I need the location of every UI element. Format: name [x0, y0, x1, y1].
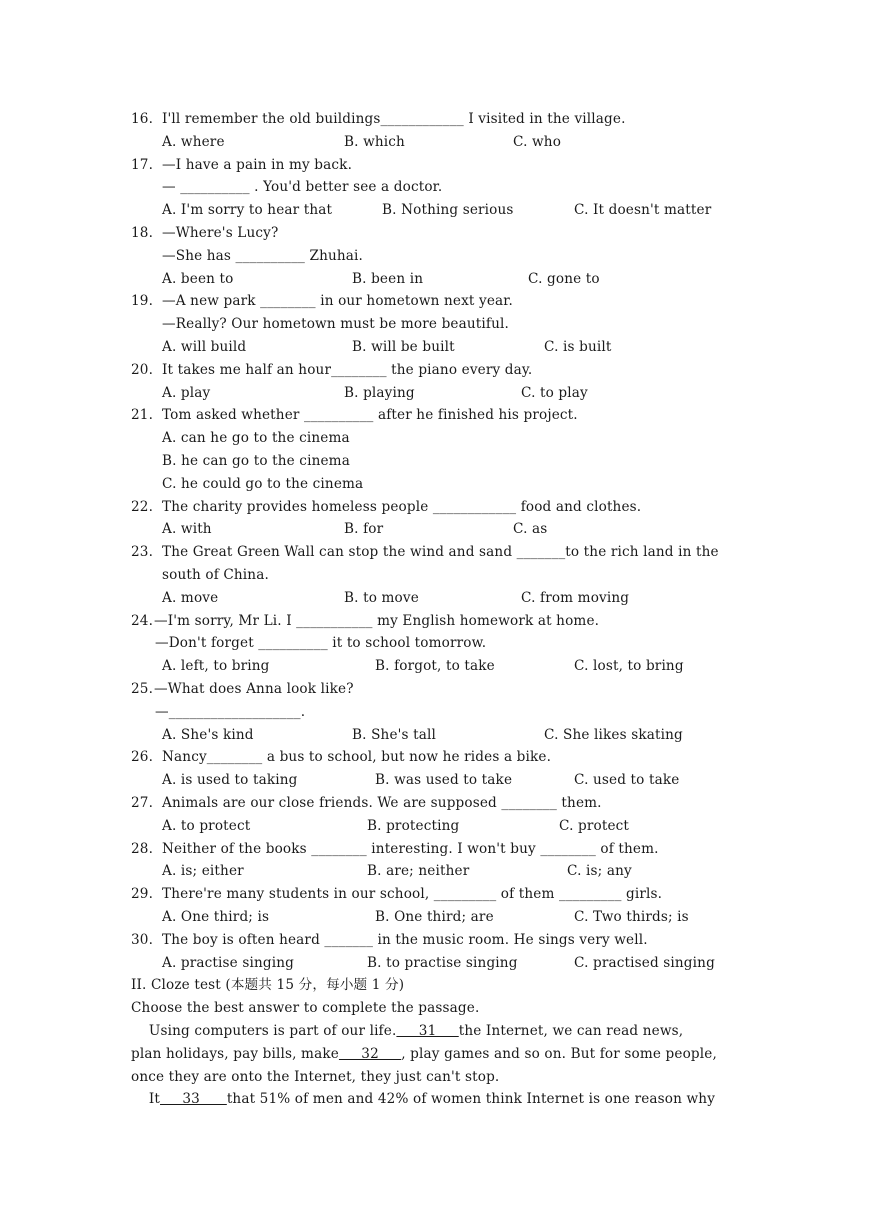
question-line: C. he could go to the cinema	[162, 475, 364, 492]
section-heading: II. Cloze test (本题共 15 分，每小题 1 分)	[131, 977, 405, 994]
answer-option[interactable]: B. She's tall	[352, 726, 436, 743]
question-line: — __________ . You'd better see a doctor.	[162, 179, 443, 196]
answer-option[interactable]: B. playing	[344, 384, 415, 401]
question-stem: I'll remember the old buildings____________ I visited in the village.	[162, 111, 626, 127]
question-stem: —What does Anna look like?	[154, 681, 354, 697]
question-number: 24.	[131, 612, 154, 629]
question-line: —___________________.	[155, 703, 306, 720]
answer-option[interactable]: A. She's kind	[162, 726, 254, 743]
question-number: 28.	[131, 840, 154, 857]
answer-option[interactable]: C. as	[513, 521, 548, 538]
answer-option[interactable]: B. which	[344, 133, 405, 150]
answer-option[interactable]: B. for	[344, 521, 384, 538]
question-number: 20.	[131, 361, 154, 378]
question-number: 30.	[131, 931, 154, 948]
question-stem: The boy is often heard _______ in the music room. He sings very well.	[162, 931, 648, 948]
question-number: 23.	[131, 544, 154, 561]
question-stem: Animals are our close friends. We are supposed ________ them.	[162, 795, 602, 811]
question-number: 25.	[131, 681, 154, 697]
question-stem: Nancy________ a bus to school, but now he rides a bike.	[162, 749, 552, 766]
answer-option[interactable]: B. was used to take	[375, 772, 513, 789]
question-stem: It takes me half an hour________ the piano every day.	[162, 361, 533, 378]
question-line: south of China.	[162, 567, 269, 583]
answer-option[interactable]: A. is; either	[162, 863, 244, 880]
question-stem: —Where's Lucy?	[162, 225, 279, 241]
question-number: 29.	[131, 886, 154, 903]
question-stem: —I have a pain in my back.	[162, 156, 353, 173]
cloze-blank-32[interactable]: 32	[338, 1045, 402, 1062]
question-number: 16.	[131, 111, 154, 127]
answer-option[interactable]: A. will build	[162, 339, 247, 355]
question-stem: —I'm sorry, Mr Li. I ___________ my English homework at home.	[154, 612, 600, 629]
question-line: —She has __________ Zhuhai.	[162, 247, 364, 264]
answer-option[interactable]: A. with	[162, 521, 212, 538]
answer-option[interactable]: A. left, to bring	[162, 658, 270, 675]
passage-line: once they are onto the Internet, they just can't stop.	[131, 1068, 500, 1085]
question-number: 22.	[131, 498, 154, 515]
question-line: —Really? Our hometown must be more beautiful.	[162, 316, 509, 333]
question-number: 19.	[131, 293, 154, 310]
answer-option[interactable]: C. Two thirds; is	[574, 909, 689, 925]
answer-option[interactable]: C. is built	[544, 339, 612, 355]
question-number: 18.	[131, 225, 154, 241]
answer-option[interactable]: A. One third; is	[162, 909, 270, 925]
answer-option[interactable]: B. protecting	[367, 817, 460, 834]
answer-option[interactable]: B. been in	[352, 270, 424, 287]
answer-option[interactable]: A. move	[162, 589, 219, 606]
answer-option[interactable]: C. practised singing	[574, 954, 715, 971]
question-number: 21.	[131, 407, 154, 424]
answer-option[interactable]: C. lost, to bring	[574, 658, 684, 675]
answer-option[interactable]: B. forgot, to take	[375, 658, 495, 675]
passage-line: It 33 that 51% of men and 42% of women think Internet is one reason why	[131, 1091, 716, 1108]
answer-option[interactable]: A. to protect	[162, 817, 251, 834]
question-stem: The charity provides homeless people ____________ food and clothes.	[162, 498, 642, 515]
question-line: A. can he go to the cinema	[162, 430, 350, 447]
question-line: —Don't forget __________ it to school tomorrow.	[155, 635, 487, 652]
section-instruction: Choose the best answer to complete the passage.	[131, 1000, 480, 1017]
question-stem: Tom asked whether __________ after he finished his project.	[162, 407, 578, 424]
answer-option[interactable]: C. who	[513, 133, 562, 150]
question-number: 27.	[131, 795, 154, 811]
answer-option[interactable]: C. It doesn't matter	[574, 202, 712, 219]
answer-option[interactable]: A. play	[162, 384, 211, 401]
answer-option[interactable]: C. used to take	[574, 772, 680, 789]
answer-option[interactable]: C. to play	[521, 384, 588, 401]
answer-option[interactable]: A. is used to taking	[162, 772, 298, 789]
answer-option[interactable]: A. been to	[162, 270, 234, 287]
question-number: 17.	[131, 156, 154, 173]
answer-option[interactable]: C. She likes skating	[544, 726, 683, 743]
answer-option[interactable]: B. to move	[344, 589, 419, 606]
answer-option[interactable]: A. where	[162, 133, 225, 150]
cloze-blank-33[interactable]: 33	[160, 1091, 227, 1108]
cloze-blank-31[interactable]: 31	[396, 1023, 459, 1039]
question-number: 26.	[131, 749, 154, 766]
question-stem: There're many students in our school, _________ of them _________ girls.	[162, 886, 663, 903]
question-stem: The Great Green Wall can stop the wind and sand _______to the rich land in the	[162, 544, 719, 561]
answer-option[interactable]: B. to practise singing	[367, 954, 518, 971]
answer-option[interactable]: C. from moving	[521, 589, 630, 606]
question-line: B. he can go to the cinema	[162, 453, 350, 469]
question-stem: Neither of the books ________ interesting. I won't buy ________ of them.	[162, 840, 659, 857]
answer-option[interactable]: B. Nothing serious	[382, 202, 514, 219]
passage-line: plan holidays, pay bills, make 32 , play games and so on. But for some people,	[131, 1045, 717, 1062]
answer-option[interactable]: C. protect	[559, 817, 630, 834]
answer-option[interactable]: C. is; any	[567, 863, 632, 880]
answer-option[interactable]: A. practise singing	[162, 954, 294, 971]
answer-option[interactable]: B. are; neither	[367, 863, 470, 880]
answer-option[interactable]: C. gone to	[528, 270, 600, 287]
answer-option[interactable]: B. will be built	[352, 339, 455, 355]
answer-option[interactable]: A. I'm sorry to hear that	[162, 202, 333, 219]
question-stem: —A new park ________ in our hometown next year.	[162, 293, 513, 310]
passage-line: Using computers is part of our life. 31 the Internet, we can read news,	[131, 1023, 684, 1039]
answer-option[interactable]: B. One third; are	[375, 909, 494, 925]
